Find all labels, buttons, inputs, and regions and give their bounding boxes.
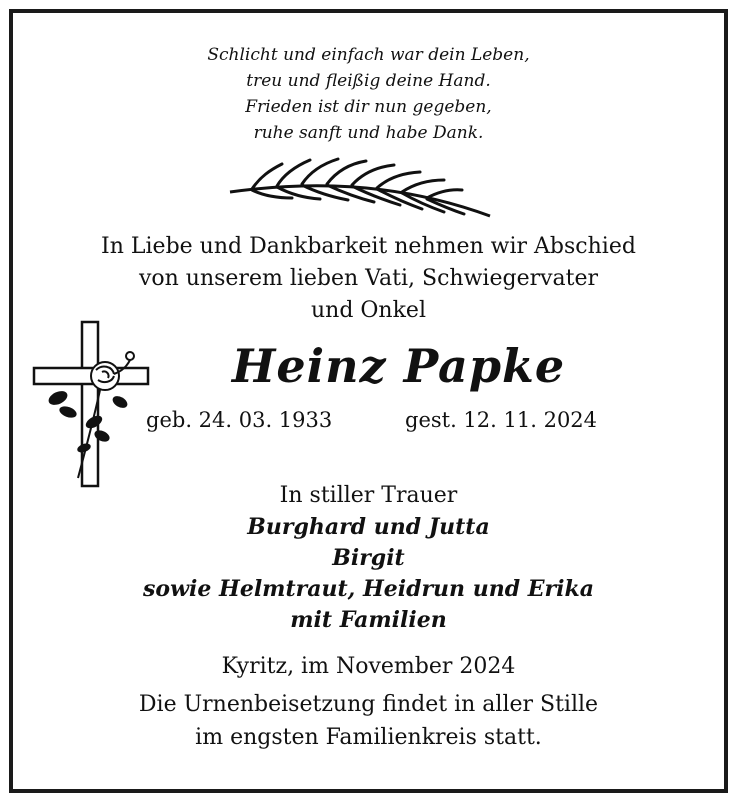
- palm-branch-icon: [222, 152, 492, 222]
- family-line: Birgit: [332, 545, 405, 571]
- deceased-name: Heinz Papke: [231, 339, 566, 393]
- poem-line: ruhe sanft und habe Dank.: [253, 123, 484, 143]
- family-line: sowie Helmtraut, Heidrun und Erika: [143, 576, 594, 602]
- burial-note: [0, 688, 737, 754]
- family-line: mit Familien: [290, 607, 447, 633]
- burial-line: im engsten Familienkreis statt.: [195, 725, 542, 750]
- farewell-line: In Liebe und Dankbarkeit nehmen wir Abschied: [101, 234, 636, 259]
- poem: [0, 42, 737, 146]
- place-date: Kyritz, im November 2024: [221, 654, 516, 679]
- farewell-line: und Onkel: [310, 298, 426, 323]
- farewell-line: von unserem lieben Vati, Schwiegervater: [138, 266, 599, 291]
- family-line: Burghard und Jutta: [247, 514, 490, 540]
- burial-line: Die Urnenbeisetzung findet in aller Stille: [138, 692, 599, 717]
- poem-line: Schlicht und einfach war dein Leben,: [207, 45, 530, 65]
- family-list: [0, 512, 737, 636]
- birth-date: geb. 24. 03. 1933: [146, 408, 333, 432]
- poem-line: treu und fleißig deine Hand.: [246, 71, 491, 91]
- death-date: gest. 12. 11. 2024: [405, 408, 598, 432]
- farewell-text: [0, 231, 737, 327]
- poem-line: Frieden ist dir nun gegeben,: [245, 97, 492, 117]
- mourning-intro: In stiller Trauer: [279, 483, 458, 508]
